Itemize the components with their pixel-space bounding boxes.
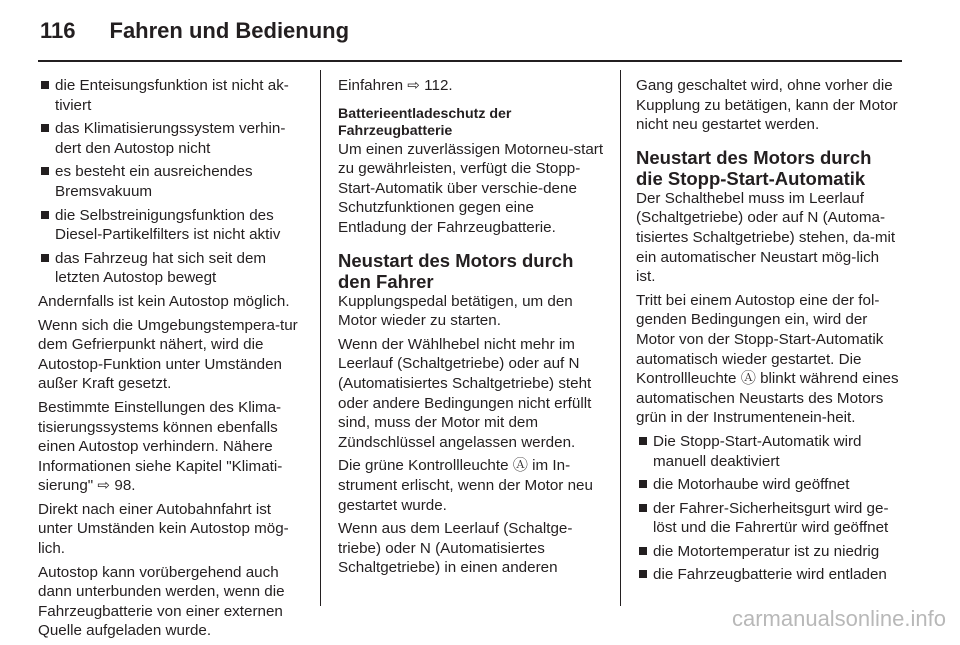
list-item: die Fahrzeugbatterie wird entladen: [636, 565, 902, 585]
paragraph: Andernfalls ist kein Autostop möglich.: [38, 292, 290, 310]
bullet-icon: [41, 254, 49, 262]
paragraph: Tritt bei einem Autostop eine der fol-genden Bedingungen ein, wird der Motor von der Stopp-Start-Automatik automatisch wieder gestartet. Die Kontrollleuchte Ⓐ blinkt während eines automatischen Neustarts des Motors grün in der Instrumentenein-heit.: [636, 291, 899, 427]
paragraph: Kupplungspedal betätigen, um den Motor wieder zu starten.: [338, 292, 573, 330]
bullet-icon: [639, 480, 647, 488]
paragraph: Bestimmte Einstellungen des Klima-tisierungssystems können ebenfalls einen Autostop verhindern. Nähere Informationen siehe Kapitel "Klimati-sierung" ⇨ 98.: [38, 398, 283, 495]
paragraph: Autostop kann vorübergehend auch dann unterbunden werden, wenn die Fahrzeugbatterie von einer externen Quelle aufgeladen wurde.: [38, 563, 285, 640]
list-item: Die Stopp-Start-Automatik wird manuell deaktiviert: [636, 432, 902, 471]
paragraph: Einfahren ⇨ 112.: [338, 77, 453, 94]
paragraph: Um einen zuverlässigen Motorneu-start zu gewährleisten, verfügt die Stopp-Start-Automatik über verschie-dene Schutzfunktionen gegen eine Entladung der Fahrzeugbatterie.: [338, 140, 604, 236]
column-1: [38, 76, 302, 645]
bullet-icon: [41, 81, 49, 89]
bullet-icon: [41, 167, 49, 175]
paragraph: Gang geschaltet wird, ohne vorher die Kupplung zu betätigen, kann der Motor nicht neu gestartet werden.: [636, 77, 898, 134]
list-item: es besteht ein ausreichendes Bremsvakuum: [38, 162, 302, 201]
paragraph: Die grüne Kontrollleuchte Ⓐ im In-strument erlischt, wenn der Motor neu gestartet wurde.: [338, 457, 593, 514]
bullet-icon: [41, 211, 49, 219]
column-divider-1: [320, 70, 321, 606]
list-item: das Klimatisierungssystem verhin-dert den Autostop nicht: [38, 119, 302, 158]
bullet-icon: [41, 124, 49, 132]
list-item: die Enteisungsfunktion ist nicht ak-tiviert: [38, 76, 302, 115]
bullet-icon: [639, 437, 647, 445]
paragraph: Wenn sich die Umgebungstempera-tur dem Gefrierpunkt nähert, wird die Autostop-Funktion unter Umständen außer Kraft gesetzt.: [38, 316, 298, 393]
paragraph: Wenn aus dem Leerlauf (Schaltge-triebe) oder N (Automatisiertes Schaltgetriebe) in einen anderen: [338, 520, 573, 577]
list-item: die Motorhaube wird geöffnet: [636, 475, 902, 495]
bullet-icon: [639, 570, 647, 578]
subheading: Batterieentladeschutz der Fahrzeugbatterie: [338, 105, 512, 139]
watermark: carmanualsonline.info: [731, 606, 946, 631]
column-3: [636, 76, 902, 589]
paragraph: Direkt nach einer Autobahnfahrt ist unter Umständen kein Autostop mög-lich.: [38, 500, 289, 558]
list-item: die Selbstreinigungsfunktion des Diesel-Partikelfilters ist nicht aktiv: [38, 206, 302, 245]
page-header: [40, 18, 349, 44]
list-item: die Motortemperatur ist zu niedrig: [636, 542, 902, 562]
column-divider-2: [620, 70, 621, 606]
bullet-icon: [639, 504, 647, 512]
section-heading: Neustart des Motors durch die Stopp-Start-Automatik: [636, 146, 872, 189]
bullet-icon: [639, 547, 647, 555]
list-item: das Fahrzeug hat sich seit dem letzten Autostop bewegt: [38, 249, 302, 288]
page-number: 116: [40, 18, 76, 43]
list-item: der Fahrer-Sicherheitsgurt wird ge-löst und die Fahrertür wird geöffnet: [636, 499, 902, 538]
header-rule: [38, 60, 902, 62]
section-heading: Neustart des Motors durch den Fahrer: [338, 249, 574, 292]
column-2: [338, 76, 606, 582]
chapter-title: Fahren und Bedienung: [109, 18, 350, 43]
paragraph: Der Schalthebel muss im Leerlauf (Schaltgetriebe) oder auf N (Automa-tisiertes Schaltgetriebe) stehen, da-mit ein automatischer Neustart mög-lich ist.: [636, 189, 896, 286]
paragraph: Wenn der Wählhebel nicht mehr im Leerlauf (Schaltgetriebe) oder auf N (Automatisiertes Schaltgetriebe) steht oder andere Bedingungen nicht erfüllt sind, muss der Motor mit dem Zündschlüssel angelassen werden.: [338, 335, 592, 451]
